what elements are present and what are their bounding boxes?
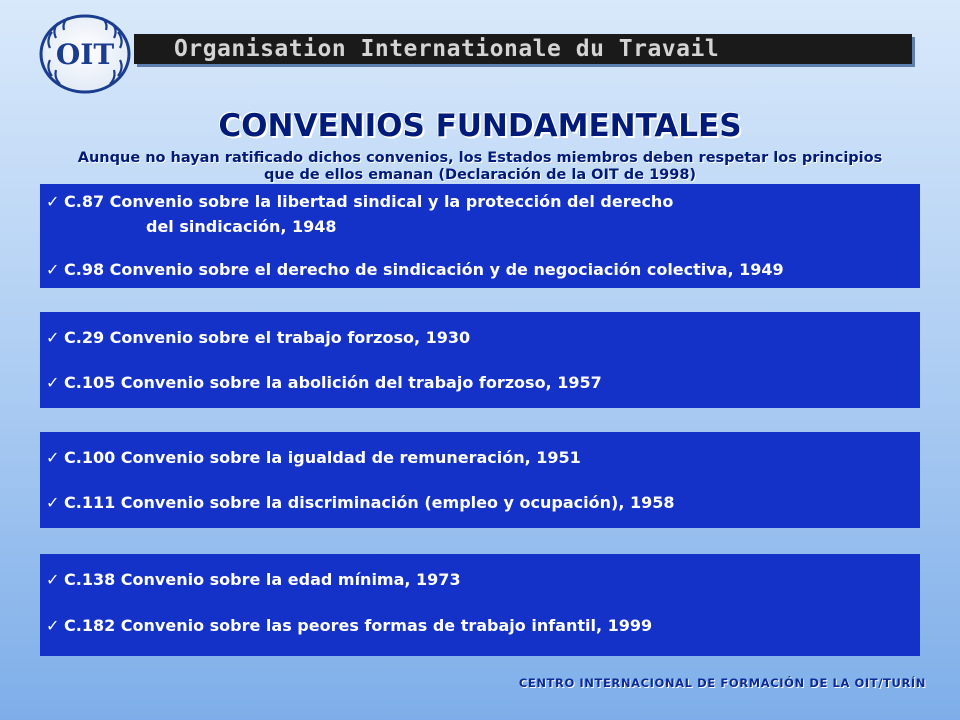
convention-item-c138	[46, 570, 461, 589]
check-icon: ✓	[46, 570, 60, 589]
header-banner	[134, 34, 912, 64]
convention-text: C.29 Convenio sobre el trabajo forzoso, 1930	[64, 328, 471, 347]
convention-text-continued: del sindicación, 1948	[146, 217, 337, 236]
convention-text: C.100 Convenio sobre la igualdad de remuneración, 1951	[64, 448, 581, 467]
convention-text: C.98 Convenio sobre el derecho de sindicación y de negociación colectiva, 1949	[64, 260, 784, 279]
convention-item-c29	[46, 328, 470, 347]
check-icon: ✓	[46, 328, 60, 347]
convention-text: C.105 Convenio sobre la abolición del trabajo forzoso, 1957	[64, 373, 602, 392]
page-subtitle	[20, 150, 940, 184]
check-icon: ✓	[46, 448, 60, 467]
subtitle-line-1: Aunque no hayan ratificado dichos convenios, los Estados miembros deben respetar los principios	[77, 150, 883, 166]
convention-item-c98	[46, 260, 784, 279]
convention-item-c182	[46, 616, 652, 635]
convention-item-c111	[46, 493, 675, 512]
convention-group-child-labour	[40, 554, 920, 656]
convention-text: C.111 Convenio sobre la discriminación (empleo y ocupación), 1958	[64, 493, 675, 512]
ilo-logo	[36, 12, 134, 96]
page-title: CONVENIOS FUNDAMENTALES	[218, 108, 742, 144]
convention-text: C.87 Convenio sobre la libertad sindical y la protección del derecho	[64, 192, 674, 211]
check-icon: ✓	[46, 260, 60, 279]
convention-group-discrimination	[40, 432, 920, 528]
convention-item-c87	[46, 192, 673, 211]
convention-text: C.138 Convenio sobre la edad mínima, 1973	[64, 570, 461, 589]
check-icon: ✓	[46, 192, 60, 211]
logo-text: OIT	[55, 38, 115, 71]
convention-group-forced-labour	[40, 312, 920, 408]
subtitle-line-2: que de ellos emanan (Declaración de la OIT de 1998)	[263, 167, 697, 183]
check-icon: ✓	[46, 373, 60, 392]
footer-institution: CENTRO INTERNACIONAL DE FORMACIÓN DE LA OIT/TURÍN	[518, 676, 926, 690]
check-icon: ✓	[46, 493, 60, 512]
convention-group-association	[40, 184, 920, 288]
convention-text: C.182 Convenio sobre las peores formas de trabajo infantil, 1999	[64, 616, 653, 635]
convention-item-c105	[46, 373, 602, 392]
organisation-name: Organisation Internationale du Travail	[174, 36, 720, 62]
convention-item-c100	[46, 448, 581, 467]
check-icon: ✓	[46, 616, 60, 635]
